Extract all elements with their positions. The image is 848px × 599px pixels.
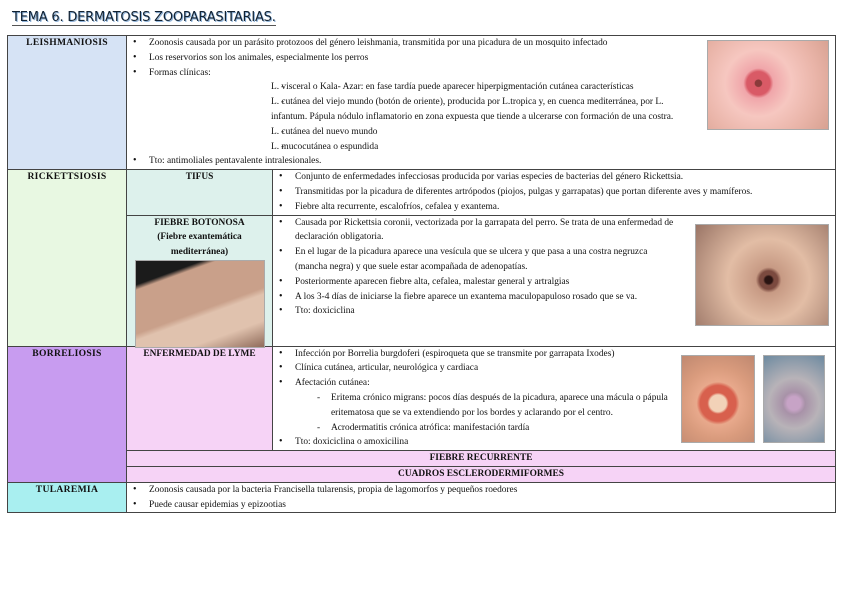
- botonosa-subtitle: (Fiebre exantemática mediterránea): [157, 232, 242, 258]
- category-tularemia: TULAREMIA: [8, 482, 127, 513]
- list-item: - L. cutánea del viejo mundo (botón de oriente), producida por L.tropica y, en cuenca mediterránea, por L. infantum. Pápula nódulo inflamatorio en zona expuesta que tiende a ulcerarse con formación de una costra.: [251, 95, 701, 125]
- row-tifus: [8, 170, 836, 215]
- category-leishmaniosis: LEISHMANIOSIS: [8, 36, 127, 170]
- fiebre-recurrente: FIEBRE RECURRENTE: [127, 451, 836, 467]
- lyme-photo-right: [763, 355, 825, 443]
- list-item: • Tto: antimoliales pentavalente intralesionales.: [131, 154, 831, 169]
- row-lyme: [8, 346, 836, 451]
- list-item: • Tto: doxiciclina o amoxicilina: [277, 435, 671, 450]
- row-tularemia: [8, 482, 836, 513]
- list-item: • Infección por Borrelia burgdoferi (espiroqueta que se transmite por garrapata Ixodes): [277, 347, 671, 362]
- botonosa-content: [273, 215, 836, 346]
- row-leishmaniosis: [8, 36, 836, 170]
- category-borreliosis: BORRELIOSIS: [8, 346, 127, 482]
- list-item: • A los 3-4 días de iniciarse la fiebre aparece un exantema maculopapuloso rosado que se va.: [277, 290, 681, 305]
- subcategory-lyme: ENFERMEDAD DE LYME: [127, 346, 273, 451]
- list-item: • Puede causar epidemias y epizootias: [131, 498, 831, 513]
- list-item: • En el lugar de la picadura aparece una vesícula que se ulcera y que pasa a una costra negruzca (mancha negra) y que suele estar acompañada de adenopatías.: [277, 245, 681, 275]
- list-item: - L. cutánea del nuevo mundo: [251, 125, 701, 140]
- row-esclerodermiformes: [8, 466, 836, 482]
- tularemia-content: [127, 482, 836, 513]
- list-item: • Afectación cutánea:: [277, 376, 671, 391]
- cuadros-esclerodermiformes: CUADROS ESCLERODERMIFORMES: [127, 466, 836, 482]
- leishmaniosis-content: [127, 36, 836, 170]
- tifus-content: [273, 170, 836, 215]
- list-item: • Fiebre alta recurrente, escalofríos, cefalea y exantema.: [277, 200, 831, 215]
- category-rickettsiosis: RICKETTSIOSIS: [8, 170, 127, 346]
- list-item: - L. mucocutánea o espundida: [251, 140, 701, 155]
- list-item: • Transmitidas por la picadura de diferentes artrópodos (piojos, pulgas y garrapatas) que portan diferente aves y mamíferos.: [277, 185, 831, 200]
- botonosa-photo-left: [135, 260, 265, 348]
- lyme-photo-left: [681, 355, 755, 443]
- subcategory-botonosa: [127, 215, 273, 346]
- list-item: - L. visceral o Kala- Azar: en fase tardía puede aparecer hiperpigmentación cutánea características: [251, 80, 701, 95]
- lyme-content: [273, 346, 836, 451]
- page-title: TEMA 6. DERMATOSIS ZOOPARASITARIAS.: [12, 10, 276, 25]
- botonosa-title: FIEBRE BOTONOSA: [154, 217, 245, 228]
- leishmaniosis-photo: [707, 40, 829, 130]
- list-item: • Clínica cutánea, articular, neurológica y cardiaca: [277, 361, 671, 376]
- list-item: • Causada por Rickettsia coronii, vectorizada por la garrapata del perro. Se trata de una enfermedad de declaración obligatoria.: [277, 216, 681, 246]
- list-item: - Eritema crónico migrans: pocos días después de la picadura, aparece una mácula o pápula eritematosa que se va extendiendo por los bordes y aclarando por el centro.: [277, 391, 671, 421]
- list-item: • Posteriormente aparecen fiebre alta, cefalea, malestar general y artralgias: [277, 275, 681, 290]
- subcategory-tifus: TIFUS: [127, 170, 273, 215]
- list-item: • Formas clínicas:: [131, 66, 701, 81]
- dermatosis-table: [7, 35, 836, 513]
- list-item: • Los reservorios son los animales, especialmente los perros: [131, 51, 701, 66]
- botonosa-photo-right: [695, 224, 829, 326]
- list-item: • Zoonosis causada por un parásito protozoos del género leishmania, transmitida por una picadura de un mosquito infectado: [131, 36, 701, 51]
- list-item: - Acrodermatitis crónica atrófica: manifestación tardía: [277, 421, 671, 436]
- list-item: • Zoonosis causada por la bacteria Francisella tularensis, propia de lagomorfos y pequeños roedores: [131, 483, 831, 498]
- row-botonosa: [8, 215, 836, 346]
- list-item: • Tto: doxiciclina: [277, 304, 681, 319]
- row-fiebre-recurrente: [8, 451, 836, 467]
- list-item: • Conjunto de enfermedades infecciosas producida por varias especies de bacterias del género Rickettsia.: [277, 170, 831, 185]
